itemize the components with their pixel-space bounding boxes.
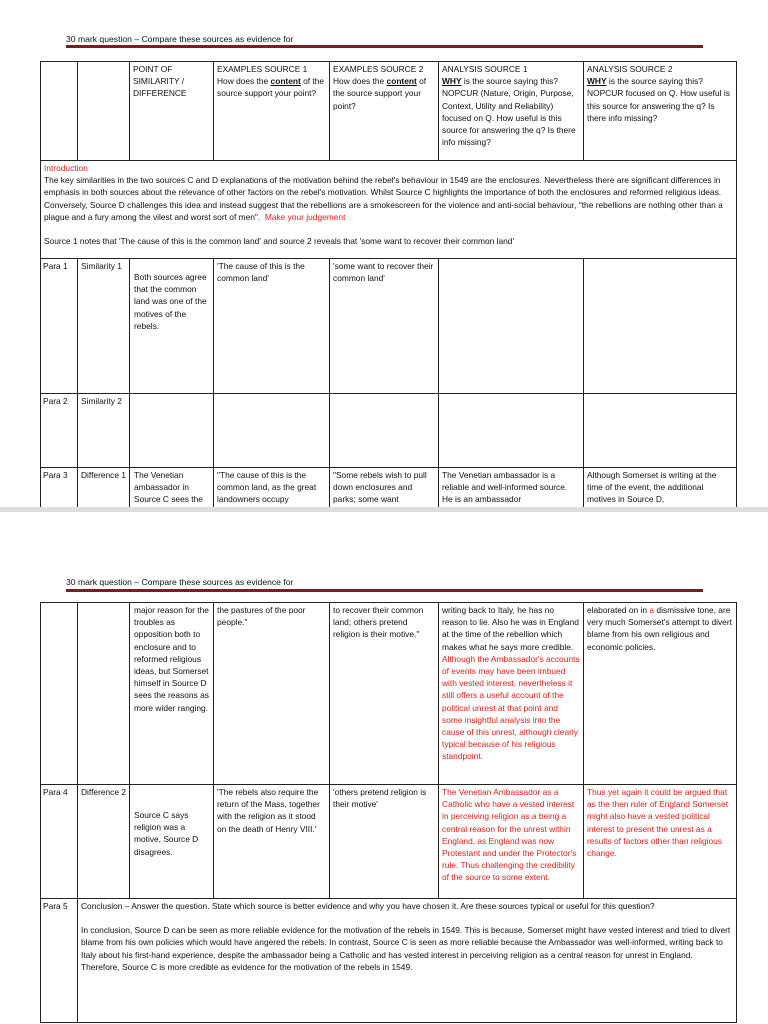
- header-rule: [66, 589, 703, 592]
- para-1-row: [41, 259, 737, 394]
- col-point: POINT OF SIMILARITY / DIFFERENCE: [130, 62, 214, 161]
- para-3-continued-row: [41, 603, 737, 785]
- para-3-point-start: The Venetian ambassador in Source C sees the: [130, 468, 214, 509]
- col-examples-1-q: How does the: [217, 76, 271, 87]
- para-4-point: Source C says religion was a motive, Source D disagrees.: [130, 785, 214, 899]
- para-5-row: [41, 899, 737, 1023]
- para-3-analysis-1-start: The Venetian ambassador is a reliable and well-informed source. He is an ambassador: [439, 468, 584, 509]
- col-examples-1-content: content: [270, 76, 301, 87]
- col-analysis-1-title: ANALYSIS SOURCE 1: [442, 64, 528, 74]
- col-examples-2-content: content: [386, 76, 417, 87]
- blank-cell: [41, 603, 78, 785]
- conclusion-text: In conclusion, Source D can be seen as more reliable evidence for the motivation of the rebels in 1549. This is because, Somerset might have vested interest and tried to divert blame from his own policies which would have angered the rebels. In contrast, Source C is seen as more reliable because the Ambassador was well-informed, writing back to Italy about his first-hand experience, despite the ambassador being a Catholic and has vested interest in perceiving religion as a central reason for unrest in England. Therefore, Source C is more credible as evidence for the motivation of the rebels in 1549.: [81, 925, 731, 972]
- para-3-analysis-1-red: Although the Ambassador's accounts of events may have been imbued with vested interest, nevertheless it still offers a useful account of the political unrest at that point and some insightful analysis into the cause of this unrest, although clearly typical because of his religious standpoint.: [442, 653, 580, 762]
- para-1-label: Para 1: [41, 259, 78, 394]
- para-1-example-1: 'The cause of this is the common land': [214, 259, 330, 394]
- blank-cell: [78, 62, 130, 161]
- col-analysis-1: [439, 62, 584, 161]
- para-4-label: Para 4: [41, 785, 78, 899]
- page-header: 30 mark question – Compare these sources as evidence for: [66, 34, 294, 44]
- introduction-row: [41, 161, 737, 259]
- para-1-example-2: 'some want to recover their common land': [330, 259, 439, 394]
- para-4-analysis-1: The Venetian Ambassador as a Catholic who have a vested interest in perceiving religion as a being a central reason for the unrest within England, as England was now Protestant and under the Protector's rule. Thus challenging the credibility of the source to some extent.: [439, 785, 584, 899]
- essay-plan-table: [40, 61, 737, 509]
- para-3-analysis-2-text: elaborated on in: [587, 605, 650, 615]
- para-3-point-end: major reason for the troubles as opposition both to enclosure and to reformed religious ideas, but Somerset himself in Source D sees the reasons as more wider ranging.: [130, 603, 214, 785]
- para-2-example-2: [330, 394, 439, 468]
- para-1-analysis-2: [584, 259, 737, 394]
- para-2-row: [41, 394, 737, 468]
- col-analysis-2-title: ANALYSIS SOURCE 2: [587, 64, 673, 74]
- essay-plan-table-continued: [40, 602, 737, 1023]
- col-examples-2-q: How does the: [333, 76, 387, 87]
- para-4-row: [41, 785, 737, 899]
- para-2-analysis-2: [584, 394, 737, 468]
- para-4-type: Difference 2: [78, 785, 130, 899]
- para-2-example-1: [214, 394, 330, 468]
- para-3-example-2-start: "Some rebels wish to pull down enclosures and parks; some want: [330, 468, 439, 509]
- para-3-analysis-1-end: [439, 603, 584, 785]
- para-3-analysis-2-start: Although Somerset is writing at the time of the event, the additional motives in Source D,: [584, 468, 737, 509]
- para-2-type: Similarity 2: [78, 394, 130, 468]
- col-analysis-2-rest: is the source saying this? NOPCUR focused on Q. How useful is this source for answering the q? Is there info missing?: [587, 76, 730, 123]
- col-analysis-2: [584, 62, 737, 161]
- para-3-example-2-end: to recover their common land; others pretend religion is their motive.": [330, 603, 439, 785]
- para-3-type: Difference 1: [78, 468, 130, 509]
- para-3-row: [41, 468, 737, 509]
- introduction-cell: [41, 161, 737, 259]
- introduction-label: Introduction: [44, 163, 88, 173]
- col-examples-1-q-end: of the source support your point?: [217, 76, 325, 99]
- para-1-analysis-1: [439, 259, 584, 394]
- introduction-text: The key similarities in the two sources C and D explanations of the motivation behind the rebel's behaviour in 1549 are the enclosures. Nevertheless there are significant differences in emphasis in both sources about the relevance of other factors on the rebel's motivation. Whilst Source C highlights the importance of both the enclosures and reformed religious ideas. Conversely, Source D challenges this idea and instead suggest that the rebellions are a smokescreen for the violence and anti-social behaviour, "the rebellions are nothing other than a plague and a fury among the vilest and worst sort of men".: [44, 175, 723, 222]
- col-examples-1-title: EXAMPLES SOURCE 1: [217, 64, 308, 74]
- header-rule: [66, 45, 703, 48]
- para-1-point: Both sources agree that the common land was one of the motives of the rebels.: [130, 259, 214, 394]
- col-examples-2-title: EXAMPLES SOURCE 2: [333, 64, 424, 74]
- page-header: 30 mark question – Compare these sources as evidence for: [66, 577, 294, 587]
- para-3-label: Para 3: [41, 468, 78, 509]
- para-3-analysis-2-text-end: dismissive tone, are very much Somerset's attempt to divert blame from his own religious and economic policies.: [587, 605, 732, 652]
- col-analysis-1-rest: is the source saying this? NOPCUR (Nature, Origin, Purpose, Context, Utility and Reliability) focused on Q. How useful is this source for answering the q? Is there info missing?: [442, 76, 576, 148]
- para-4-analysis-2: Thus yet again it could be argued that as the then ruler of England Somerset might also have a vested political interest to present the unrest as a results of factors other than religious change.: [584, 785, 737, 899]
- para-2-point: [130, 394, 214, 468]
- para-2-label: Para 2: [41, 394, 78, 468]
- source-note: Source 1 notes that 'The cause of this is the common land' and source 2 reveals that 'some want to recover their common land': [44, 236, 515, 247]
- para-3-analysis-2-red: a: [649, 605, 655, 615]
- para-2-analysis-1: [439, 394, 584, 468]
- col-examples-1: [214, 62, 330, 161]
- para-3-analysis-2-end: [584, 603, 737, 785]
- col-analysis-2-why: WHY: [587, 76, 607, 87]
- col-analysis-1-why: WHY: [442, 76, 462, 87]
- para-1-type: Similarity 1: [78, 259, 130, 394]
- judgement-prompt: Make your judgement: [264, 211, 346, 222]
- column-header-row: [41, 62, 737, 161]
- col-examples-2: [330, 62, 439, 161]
- conclusion-instruction: Conclusion – Answer the question. State which source is better evidence and why you have chosen it. Are these sources typical or useful for this question?: [81, 901, 655, 911]
- para-3-analysis-1-text: writing back to Italy, he has no reason to lie. Also he was in England at the time of the rebellion which makes what he says more credible.: [442, 605, 579, 652]
- col-examples-2-q-end: of the source support your point?: [333, 76, 427, 111]
- para-3-example-1-start: "The cause of this is the common land, as the great landowners occupy: [214, 468, 330, 509]
- introduction-body: [44, 174, 733, 223]
- para-4-example-1: 'The rebels also require the return of the Mass, together with the religion as it stood on the death of Henry VIII.': [214, 785, 330, 899]
- page-2: [0, 512, 768, 1024]
- blank-cell: [78, 603, 130, 785]
- para-4-example-2: 'others pretend religion is their motive': [330, 785, 439, 899]
- para-3-example-1-end: the pastures of the poor people.": [214, 603, 330, 785]
- blank-cell: [41, 62, 78, 161]
- para-5-label: Para 5: [41, 899, 78, 1023]
- conclusion-cell: [78, 899, 737, 1023]
